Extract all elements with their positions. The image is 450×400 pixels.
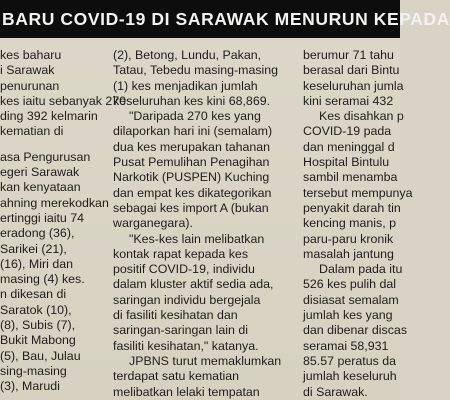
text-line: keseluruhan jumla [303, 78, 404, 93]
text-line: Hospital Bintulu [303, 155, 390, 170]
text-line: Narkotik (PUSPEN) Kuching [113, 170, 270, 185]
text-line: "Daripada 270 kes yang [129, 109, 261, 124]
text-line: ahning merekodkan [0, 195, 109, 210]
text-line: dan dibenar discas [303, 323, 408, 338]
text-line: Saratok (10), [0, 302, 72, 317]
text-line: "Kes-kes lain melibatkan [129, 231, 265, 246]
text-line: kontak rapat kepada kes [113, 246, 249, 261]
text-line: dilaporkan hari ini (semalam) [113, 124, 273, 139]
text-line: paru-paru kronik [303, 231, 394, 246]
text-line: (5), Bau, Julau [0, 348, 81, 363]
text-line: keseluruhan kes kini 68,869. [113, 93, 271, 108]
text-line: berumur 71 tahu [303, 48, 394, 62]
text-line: n dikesan di [0, 287, 67, 302]
article-column-2 [113, 48, 301, 400]
text-line: Dalam pada itu [319, 262, 403, 277]
text-line: saringan-saringan lain di [113, 323, 249, 338]
text-line: kematian di [0, 124, 64, 139]
text-line: asa Pengurusan [0, 149, 91, 164]
text-line: melibatkan lelaki tempatan [113, 384, 260, 399]
article-column-3 [303, 48, 413, 400]
text-line: (2), Betong, Lundu, Pakan, [113, 48, 262, 62]
text-line: Kes disahkan p [319, 109, 404, 124]
text-line: kan kenyataan [0, 180, 81, 195]
text-line: dua kes merupakan tahanan [113, 139, 271, 154]
text-line: sing-masing [0, 363, 67, 378]
text-line: Pusat Pemulihan Penagihan [113, 155, 270, 170]
text-line: dalam kluster aktif sedia ada, [113, 277, 274, 292]
text-line: Sarikei (21), [0, 241, 67, 256]
text-line: masalah jantung [303, 246, 394, 261]
article-column-1 [0, 48, 127, 400]
text-line: (3), Marudi [0, 379, 60, 394]
text-line: terdapat satu kematian [113, 369, 240, 384]
text-line: tersebut mempunya [303, 185, 413, 200]
text-line: jumlah kes yang [303, 308, 393, 323]
text-line: jumlah keseluruh [303, 369, 397, 384]
text-line: kes baharu [0, 48, 62, 62]
text-line: saringan individu bergejala [113, 292, 261, 307]
text-line: Tatau, Tebedu masing-masing [113, 63, 279, 78]
text-line: 85.57 peratus da [303, 353, 397, 368]
text-line: fasiliti kesihatan," katanya. [113, 338, 259, 353]
text-line: seramai 58,931 [303, 338, 389, 353]
text-line: kes iaitu sebanyak 270 [0, 93, 127, 108]
paragraph-gap [0, 140, 104, 150]
text-line: 526 kes pulih dal [303, 277, 396, 292]
article-headline: BARU COVID-19 DI SARAWAK MENURUN KEPADA [0, 0, 400, 38]
text-line: (16), Miri dan [0, 256, 73, 271]
text-line: disiasat semalam [303, 292, 399, 307]
text-line: dan empat kes dikategorikan [113, 185, 272, 200]
text-line: (8), Subis (7), [0, 318, 76, 333]
text-line: COVID-19 pada [303, 124, 392, 139]
text-line: i Sarawak [0, 63, 55, 78]
text-line: eradong (36), [0, 226, 75, 241]
text-line: Bukit Mabong [0, 333, 76, 348]
text-line: sebagai kes import A (bukan [113, 200, 269, 215]
text-line: ertinggi iaitu 74 [0, 210, 85, 225]
text-line: positif COVID-19, individu [113, 262, 255, 277]
text-line: (1) kes menjadikan jumlah [113, 78, 258, 93]
text-line: di Sarawak. [303, 384, 368, 399]
text-line: JPBNS turut memaklumkan [129, 353, 282, 368]
text-line: kencing manis, p [303, 216, 396, 231]
text-line: warganegara). [113, 216, 193, 231]
text-line: penurunan [0, 78, 60, 93]
text-line: kini seramai 432 [303, 93, 394, 108]
text-line: sambil menamba [303, 170, 398, 185]
text-line: ding 392 kelmarin [0, 109, 98, 124]
text-line: berasal dari Bintu [303, 63, 400, 78]
text-line: penyakit darah tin [303, 200, 401, 215]
text-line: masing (4) kes. [0, 272, 85, 287]
text-line: dan meninggal d [303, 139, 395, 154]
text-line: egeri Sarawak [0, 165, 80, 180]
text-line: di fasiliti kesihatan dan [113, 308, 238, 323]
